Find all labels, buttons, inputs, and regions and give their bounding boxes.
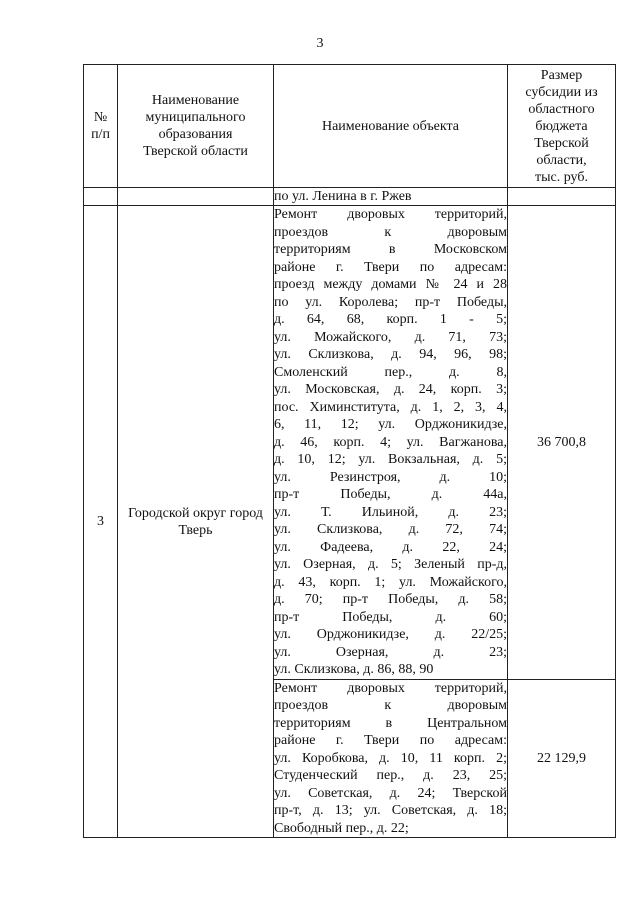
object-line: территориям в Московском: [274, 242, 507, 257]
table-row-3: [84, 206, 616, 680]
object-line: районе г. Твери по адресам:: [274, 259, 507, 275]
object-line: проездов к дворовым: [274, 224, 507, 240]
object-line: д. 43, корп. 1; ул. Можайского,: [274, 574, 507, 590]
cell-number-empty: [84, 188, 118, 206]
cell-amount-moskovsky: [508, 206, 616, 680]
cell-object-continuation: [274, 188, 508, 206]
subsidy-table: [83, 64, 616, 838]
cell-number: 3: [84, 206, 118, 838]
header-number-text: № п/п: [91, 110, 110, 142]
object-line: Ремонт дворовых территорий,: [274, 207, 507, 222]
object-line: д. 46, корп. 4; ул. Вагжанова,: [274, 434, 507, 450]
cell-amount-empty: [508, 188, 616, 206]
object-line: ул. Коробкова, д. 10, 11 корп. 2;: [274, 750, 507, 766]
object-line: ул. Московская, д. 24, корп. 3;: [274, 382, 507, 397]
object-line: территориям в Центральном: [274, 715, 507, 731]
object-line: ул. Фадеева, д. 22, 24;: [274, 539, 507, 555]
object-lines: [274, 680, 507, 838]
object-line: ул. Т. Ильиной, д. 23;: [274, 504, 507, 520]
object-line: 6, 11, 12; ул. Орджоникидзе,: [274, 417, 507, 432]
header-amount-text: Размер субсидии из областного бюджета Тверской области, тыс. руб.: [525, 67, 598, 185]
object-line: ул. Озерная, д. 23;: [274, 644, 507, 660]
municipality-name: Городской округ город Тверь: [128, 505, 263, 538]
cell-municipality-empty: [118, 188, 274, 206]
object-lines: [274, 206, 507, 679]
object-line: по ул. Ленина в г. Ржев: [274, 189, 412, 204]
cell-municipality: [118, 206, 274, 838]
object-line: проезд между домами № 24 и 28: [274, 277, 507, 292]
object-line: Студенческий пер., д. 23, 25;: [274, 768, 507, 783]
object-line: ул. Орджоникидзе, д. 22/25;: [274, 627, 507, 642]
cell-amount-tsentralny: [508, 679, 616, 838]
cell-object-moskovsky: [274, 206, 508, 680]
object-line: по ул. Королева; пр-т Победы,: [274, 294, 507, 310]
object-line: ул. Советская, д. 24; Тверской: [274, 785, 507, 801]
table-header-row: [84, 65, 616, 188]
table-row-continuation: [84, 188, 616, 206]
object-line: пр-т Победы, д. 44а,: [274, 487, 507, 502]
object-line: ул. Озерная, д. 5; Зеленый пр-д,: [274, 557, 507, 572]
object-line: проездов к дворовым: [274, 698, 507, 713]
object-line: д. 70; пр-т Победы, д. 58;: [274, 592, 507, 607]
header-municipality-text: Наименование муниципального образования Тверской области: [143, 93, 248, 159]
header-object: [274, 65, 508, 188]
page-number: 3: [316, 36, 324, 51]
object-line: Свободный пер., д. 22;: [274, 820, 409, 836]
object-line: пос. Химинститута, д. 1, 2, 3, 4,: [274, 399, 507, 415]
object-line: районе г. Твери по адресам:: [274, 733, 507, 748]
object-line: д. 10, 12; ул. Вокзальная, д. 5;: [274, 452, 507, 467]
object-line: Смоленский пер., д. 8,: [274, 364, 507, 380]
header-object-text: Наименование объекта: [321, 118, 460, 134]
object-line: д. 64, 68, корп. 1 - 5;: [274, 312, 507, 327]
object-line: пр-т, д. 13; ул. Советская, д. 18;: [274, 803, 507, 818]
amount-value: 36 700,8: [537, 434, 586, 450]
header-amount: [508, 65, 616, 188]
object-line: ул. Резинстроя, д. 10;: [274, 469, 507, 485]
object-line: ул. Склизкова, д. 94, 96, 98;: [274, 347, 507, 362]
header-municipality: [118, 65, 274, 188]
header-number: [84, 65, 118, 188]
amount-value: 22 129,9: [537, 750, 586, 766]
object-line: Ремонт дворовых территорий,: [274, 680, 507, 696]
cell-object-tsentralny: [274, 679, 508, 838]
object-line: ул. Можайского, д. 71, 73;: [274, 329, 507, 345]
object-line: ул. Склизкова, д. 72, 74;: [274, 522, 507, 537]
object-line: ул. Склизкова, д. 86, 88, 90: [274, 662, 434, 677]
object-line: пр-т Победы, д. 60;: [274, 609, 507, 625]
